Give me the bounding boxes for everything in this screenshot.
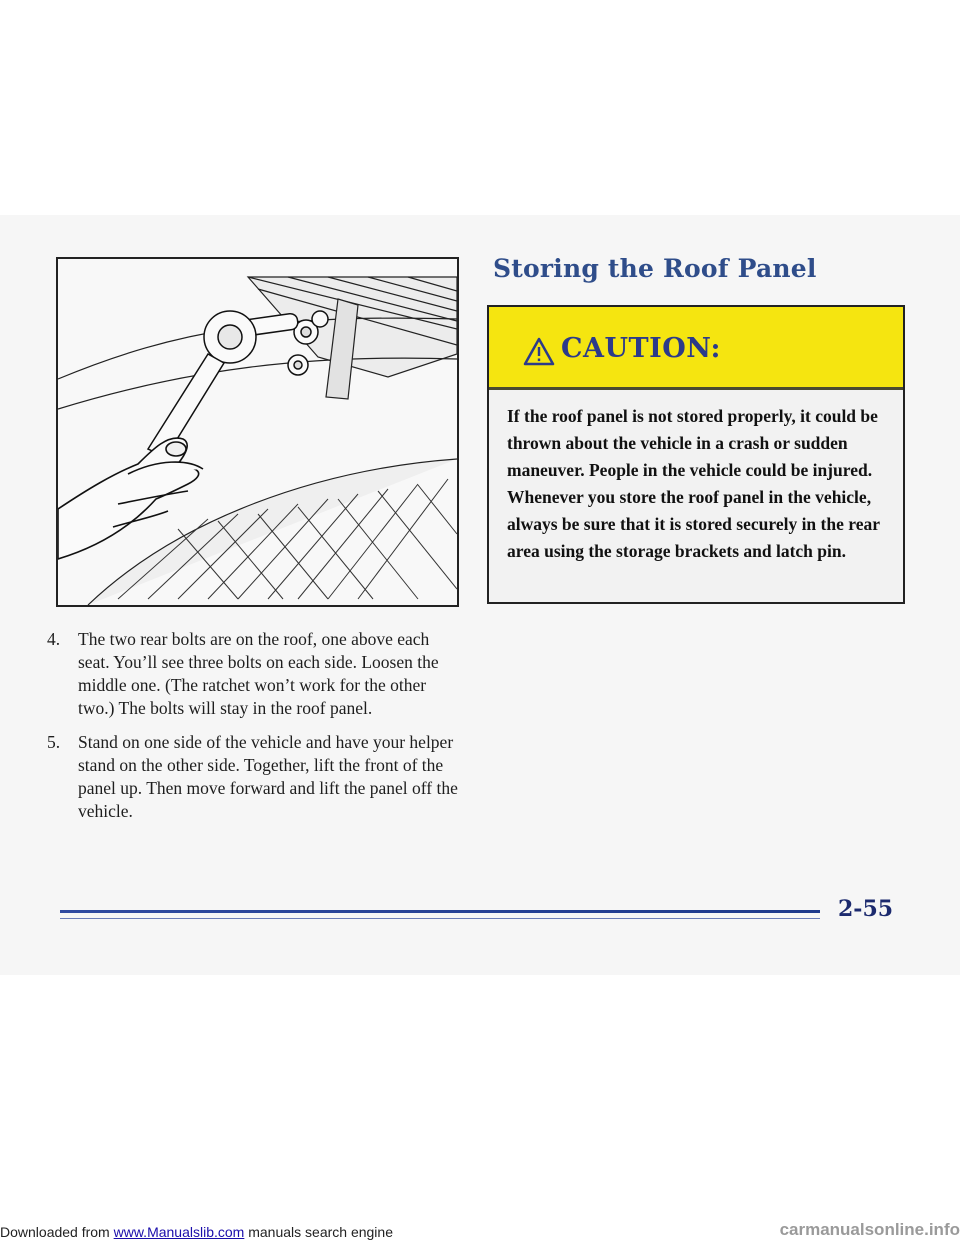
step-number: 4. (47, 629, 61, 649)
caution-box (487, 305, 905, 604)
footer-rule-thin (60, 918, 820, 919)
watermark: carmanualsonline.info (779, 1220, 960, 1239)
download-footer (0, 1224, 393, 1240)
warning-triangle-icon (523, 337, 555, 366)
footer-prefix: Downloaded from (0, 1224, 110, 1240)
footer-suffix: manuals search engine (248, 1224, 393, 1240)
footer-rule (60, 910, 820, 913)
page-number: 2-55 (838, 896, 894, 922)
caution-text: If the roof panel is not stored properly, it could be thrown about the vehicle in a crash or sudden maneuver. People in the vehicle could be injured. Whenever you store the roof panel in the vehicle, always be sure that it is stored securely in the rear area using the storage brackets and latch pin. (507, 406, 880, 561)
section-title: Storing the Roof Panel (493, 254, 817, 283)
step-text: Stand on one side of the vehicle and have your helper stand on the other side. Together, lift the front of the panel up. Then move forward and lift the panel off the vehicle. (78, 732, 458, 821)
caution-header (489, 307, 903, 390)
list-item (47, 628, 459, 720)
ratchet-illustration (56, 257, 459, 607)
list-item (47, 731, 459, 823)
caution-title: CAUTION: (561, 333, 721, 364)
manualslib-link[interactable]: www.Manualslib.com (113, 1224, 245, 1240)
step-text: The two rear bolts are on the roof, one above each seat. You’ll see three bolts on each side. Loosen the middle one. (The ratchet won’t work for the other two.) The bolts will stay in the roof panel. (78, 629, 439, 718)
instruction-steps (47, 628, 459, 834)
step-number: 5. (47, 732, 61, 752)
